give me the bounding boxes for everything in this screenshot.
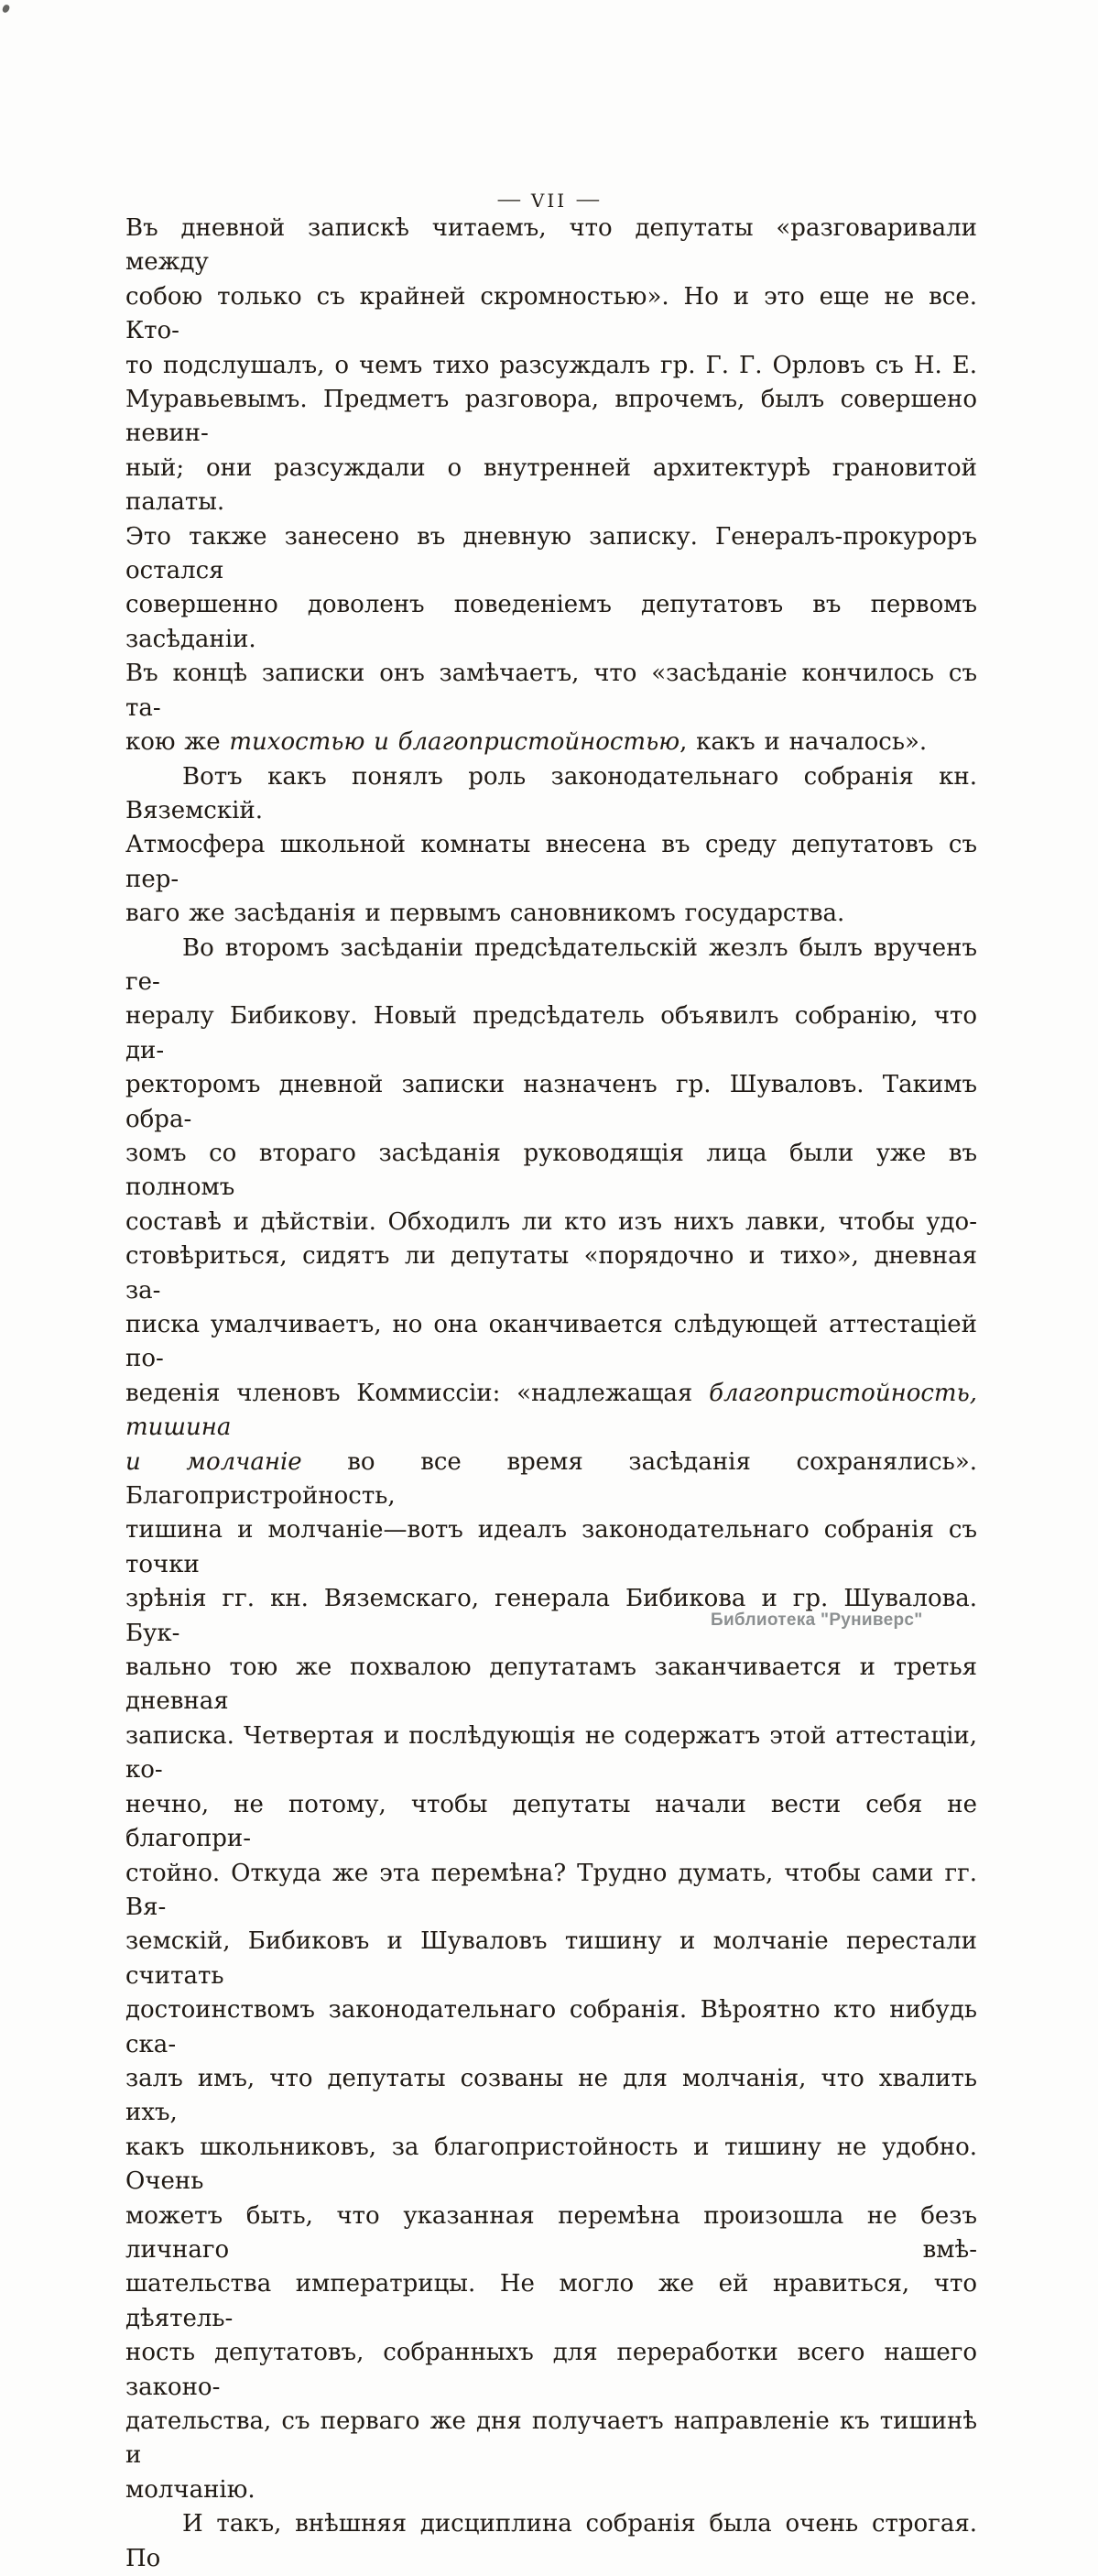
- text-segment: Атмосфера школьной комнаты внесена въ среду депутатовъ съ пер-: [125, 831, 977, 893]
- text-segment: нечно, не потому, чтобы депутаты начали вести себя не благопри-: [125, 1790, 977, 1853]
- text-segment: нералу Бибикову. Новый предсѣдатель объявилъ собранію, что ди-: [125, 1002, 977, 1064]
- text-segment: то подслушалъ, о чемъ тихо разсуждалъ гр. Г. Г. Орловъ съ Н. Е.: [125, 351, 977, 379]
- text-line: [125, 1137, 977, 1206]
- text-segment: ный; они разсуждали о внутренней архитектурѣ грановитой палаты.: [125, 453, 977, 517]
- text-line: [125, 1206, 977, 1239]
- header-rule-left: —: [496, 188, 523, 210]
- page-header: [0, 189, 1098, 213]
- text-segment: тишина и молчаніе—вотъ идеалъ законодательнаго собранія съ точки: [125, 1516, 977, 1578]
- text-line: [125, 1513, 977, 1582]
- text-segment: записка. Четвертая и послѣдующія не содержатъ этой аттестаціи, ко-: [125, 1721, 977, 1785]
- text-segment: кою же: [125, 728, 230, 757]
- text-segment: ректоромъ дневной записки назначенъ гр. Шуваловъ. Такимъ обра-: [125, 1071, 977, 1133]
- text-segment: Муравьевымъ. Предметъ разговора, впрочемъ, былъ совершено невин-: [125, 386, 977, 448]
- text-segment: молчанію.: [125, 2475, 255, 2504]
- text-line: [125, 2062, 977, 2131]
- text-line: [125, 897, 977, 931]
- text-segment: земскій, Бибиковъ и Шуваловъ тишину и молчаніе перестали считать: [125, 1927, 977, 1990]
- text-line: [125, 999, 977, 1068]
- text-segment: ваго же засѣданія и первымъ сановникомъ государства.: [125, 900, 845, 928]
- text-line: [125, 1925, 977, 1993]
- text-segment: залъ имъ, что депутаты созваны не для молчанія, что хвалить ихъ,: [125, 2064, 977, 2127]
- text-line: [125, 1651, 977, 1719]
- text-segment: Въ дневной запискѣ читаемъ, что депутаты «разговаривали между: [125, 214, 977, 277]
- text-line: [125, 657, 977, 726]
- text-line: [125, 828, 977, 897]
- page-number: VII: [530, 190, 568, 212]
- text-segment: вально тою же похвалою депутатамъ заканчивается и третья дневная: [125, 1654, 977, 1716]
- text-line: [125, 280, 977, 349]
- text-segment: какъ школьниковъ, за благопристойность и тишину не удобно. Очень: [125, 2133, 977, 2196]
- text-line: [125, 520, 977, 589]
- text-line: [125, 2336, 977, 2405]
- text-line: [125, 1788, 977, 1857]
- text-line: [125, 588, 977, 657]
- text-line: [125, 1719, 977, 1788]
- text-segment: можетъ быть, что указанная перемѣна произошла не безъ личнаго вмѣ-: [125, 2201, 977, 2264]
- text-line: [125, 1993, 977, 2062]
- text-segment: достоинствомъ законодательнаго собранія. Вѣроятно кто нибудь ска-: [125, 1996, 977, 2058]
- text-line: [125, 2267, 977, 2336]
- text-segment: составѣ и дѣйствіи. Обходилъ ли кто изъ нихъ лавки, чтобы удо-: [125, 1207, 977, 1236]
- text-segment: зрѣнія гг. кн. Вяземскаго, генерала Бибикова и гр. Шувалова. Бук-: [125, 1585, 977, 1647]
- text-line: [125, 1308, 977, 1377]
- text-segment: писка умалчиваетъ, но она оканчивается слѣдующей аттестаціей по-: [125, 1311, 977, 1373]
- text-line: [125, 212, 977, 280]
- text-line: [125, 1068, 977, 1137]
- text-segment: стойно. Откуда же эта перемѣна? Трудно думать, чтобы сами гг. Вя-: [125, 1859, 977, 1921]
- text-line: [125, 760, 977, 829]
- text-segment: шательства императрицы. Не могло же ей нравиться, что дѣятель-: [125, 2270, 977, 2332]
- text-segment: веденія членовъ Коммиссіи: «надлежащая: [125, 1379, 710, 1407]
- text-segment: совершенно доволенъ поведеніемъ депутатовъ въ первомъ засѣданіи.: [125, 591, 977, 653]
- text-segment: Вотъ какъ понялъ роль законодательнаго собранія кн. Вяземскій.: [125, 762, 977, 824]
- body-text-block: [125, 212, 977, 2576]
- text-segment: Это также занесено въ дневную записку. Генералъ-прокуроръ остался: [125, 522, 977, 585]
- text-segment: И такъ, внѣшняя дисциплина собранія была очень строгая. По: [125, 2510, 977, 2572]
- text-line: [125, 2473, 977, 2507]
- text-line: [125, 1446, 977, 1514]
- text-line: [125, 932, 977, 1000]
- library-watermark: Библиотека "Руниверс": [711, 1610, 923, 1630]
- text-line: [125, 2199, 977, 2268]
- text-line: [125, 726, 977, 759]
- text-line: [125, 1857, 977, 1926]
- scan-artifact: [2, 4, 11, 14]
- text-segment: ность депутатовъ, собранныхъ для переработки всего нашего законо-: [125, 2339, 977, 2401]
- text-segment: стовѣриться, сидятъ ли депутаты «порядочно и тихо», дневная за-: [125, 1242, 977, 1304]
- italic-text-segment: и молчаніе: [125, 1447, 302, 1476]
- text-line: [125, 1377, 977, 1446]
- text-line: [125, 2405, 977, 2473]
- text-line: [125, 452, 977, 520]
- header-rule-right: —: [575, 188, 602, 210]
- text-line: [125, 383, 977, 452]
- text-segment: , какъ и началось».: [679, 728, 928, 757]
- text-line: [125, 349, 977, 383]
- text-line: [125, 2131, 977, 2199]
- text-segment: Въ концѣ записки онъ замѣчаетъ, что «засѣданіе кончилось съ та-: [125, 660, 977, 722]
- text-segment: Во второмъ засѣданіи предсѣдательскій жезлъ былъ врученъ ге-: [125, 933, 977, 996]
- text-segment: дательства, съ перваго же дня получаетъ направленіе къ тишинѣ и: [125, 2407, 977, 2470]
- text-line: [125, 1239, 977, 1308]
- text-segment: собою только съ крайней скромностью». Но и это еще не все. Кто-: [125, 282, 977, 345]
- text-segment: зомъ со втораго засѣданія руководящія лица были уже въ полномъ: [125, 1139, 977, 1202]
- italic-text-segment: благопристойность, тишина: [125, 1379, 977, 1442]
- text-segment: во все время засѣданія сохранялись». Благопристройность,: [125, 1447, 977, 1511]
- italic-text-segment: тихостью и благопристойностью: [229, 728, 680, 757]
- text-line: [125, 2507, 977, 2576]
